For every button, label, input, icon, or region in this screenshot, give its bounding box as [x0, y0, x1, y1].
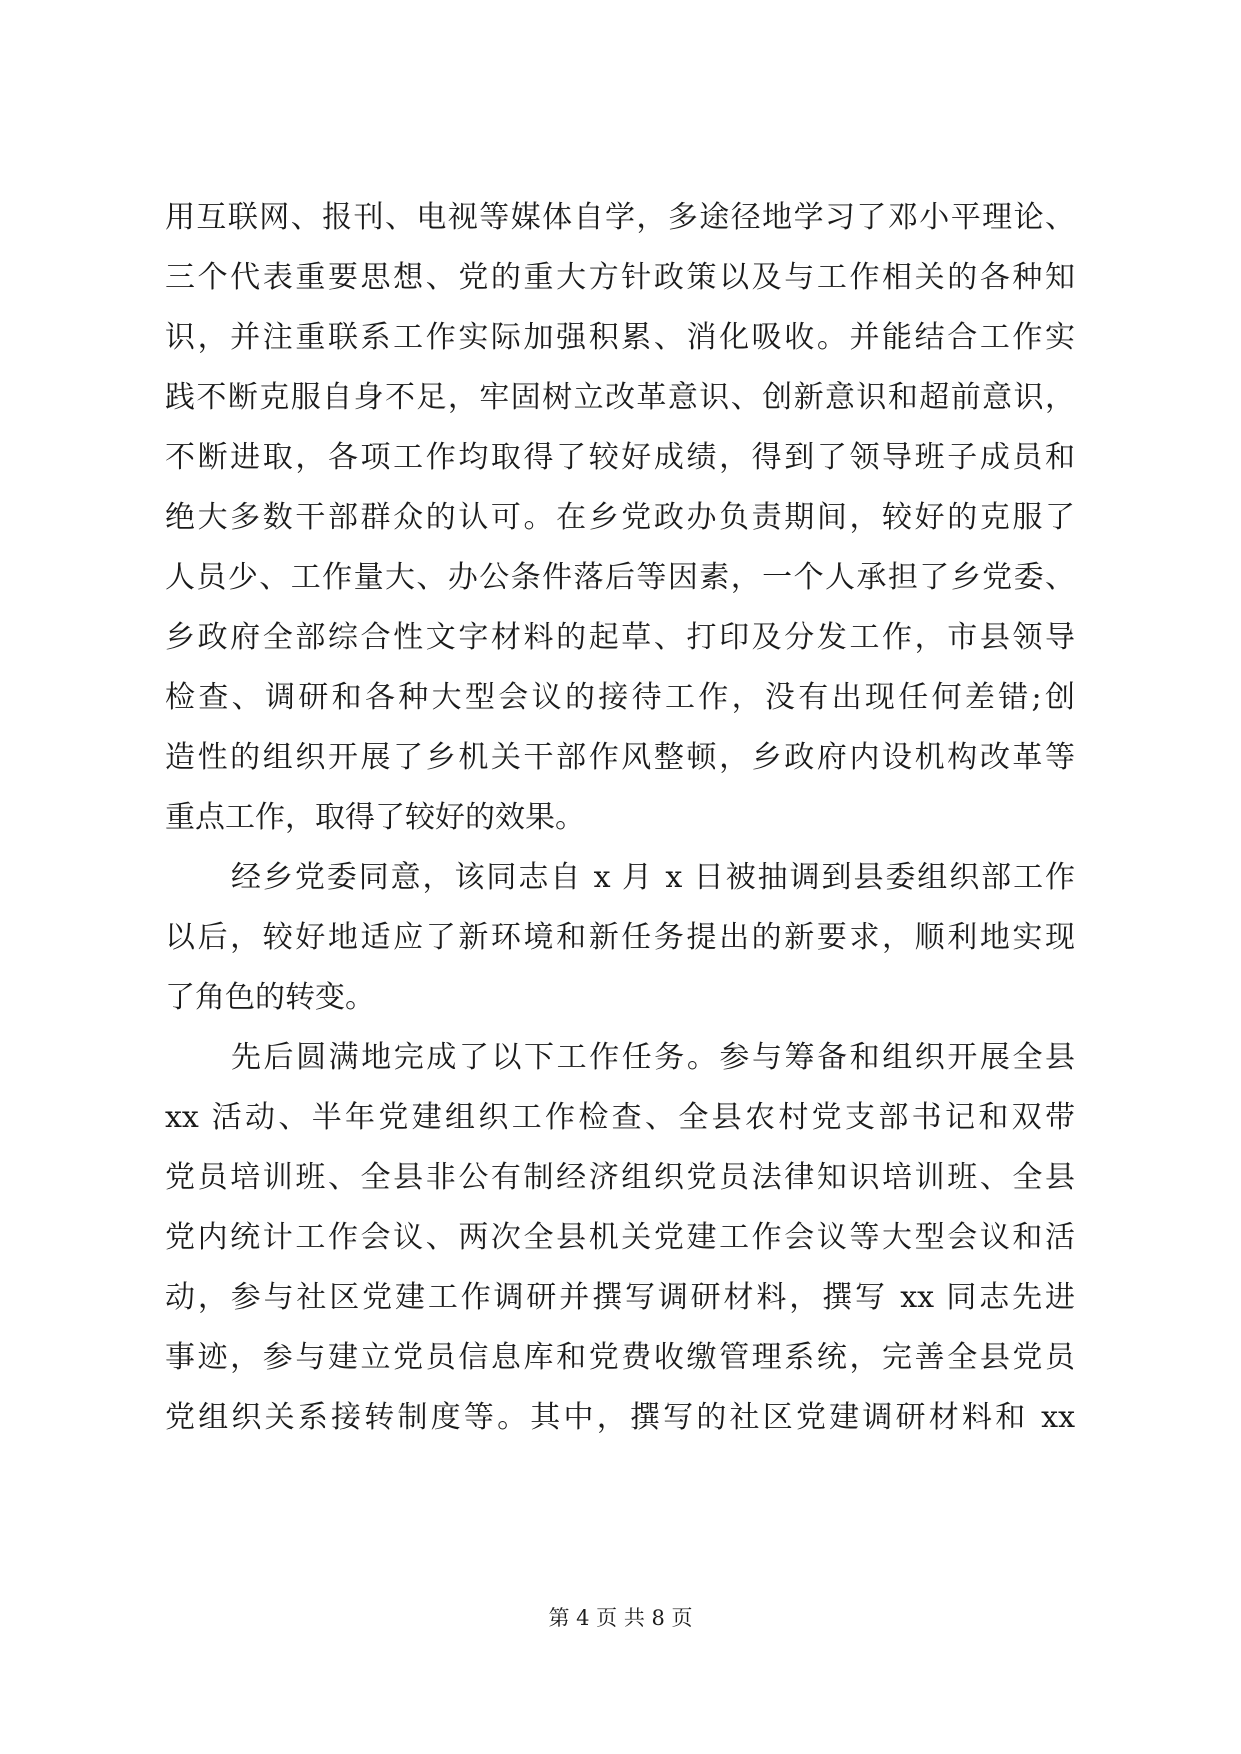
text-line: xx 活动、半年党建组织工作检查、全县农村党支部书记和双带	[165, 1100, 1075, 1135]
paragraph-3	[165, 1028, 1075, 1448]
text-line: 重点工作，取得了较好的效果。	[165, 800, 585, 835]
text-line: 用互联网、报刊、电视等媒体自学，多途径地学习了邓小平理论、	[165, 200, 1075, 235]
text-line: 事迹，参与建立党员信息库和党费收缴管理系统，完善全县党员	[165, 1340, 1075, 1375]
text-line: 乡政府全部综合性文字材料的起草、打印及分发工作，市县领导	[165, 620, 1075, 655]
text-line: 了角色的转变。	[165, 980, 375, 1015]
document-body	[165, 188, 1075, 1448]
page-number-footer: 第 4 页 共 8 页	[548, 1606, 693, 1630]
text-line: 识，并注重联系工作实际加强积累、消化吸收。并能结合工作实	[165, 320, 1075, 355]
text-line: 经乡党委同意，该同志自 x 月 x 日被抽调到县委组织部工作	[231, 860, 1075, 895]
text-line: 人员少、工作量大、办公条件落后等因素，一个人承担了乡党委、	[165, 560, 1075, 595]
text-line: 践不断克服自身不足，牢固树立改革意识、创新意识和超前意识，	[165, 380, 1075, 415]
text-line: 党内统计工作会议、两次全县机关党建工作会议等大型会议和活	[165, 1220, 1075, 1255]
text-line: 党组织关系接转制度等。其中，撰写的社区党建调研材料和 xx	[165, 1400, 1075, 1435]
text-line: 检查、调研和各种大型会议的接待工作，没有出现任何差错;创	[165, 680, 1075, 715]
text-line: 造性的组织开展了乡机关干部作风整顿，乡政府内设机构改革等	[165, 740, 1075, 775]
paragraph-2	[165, 848, 1075, 1028]
text-line: 以后，较好地适应了新环境和新任务提出的新要求，顺利地实现	[165, 920, 1075, 955]
text-line: 先后圆满地完成了以下工作任务。参与筹备和组织开展全县	[231, 1040, 1075, 1075]
paragraph-1	[165, 188, 1075, 848]
text-line: 动，参与社区党建工作调研并撰写调研材料，撰写 xx 同志先进	[165, 1280, 1075, 1315]
text-line: 党员培训班、全县非公有制经济组织党员法律知识培训班、全县	[165, 1160, 1075, 1195]
text-line: 三个代表重要思想、党的重大方针政策以及与工作相关的各种知	[165, 260, 1075, 295]
text-line: 绝大多数干部群众的认可。在乡党政办负责期间，较好的克服了	[165, 500, 1075, 535]
text-line: 不断进取，各项工作均取得了较好成绩，得到了领导班子成员和	[165, 440, 1075, 475]
